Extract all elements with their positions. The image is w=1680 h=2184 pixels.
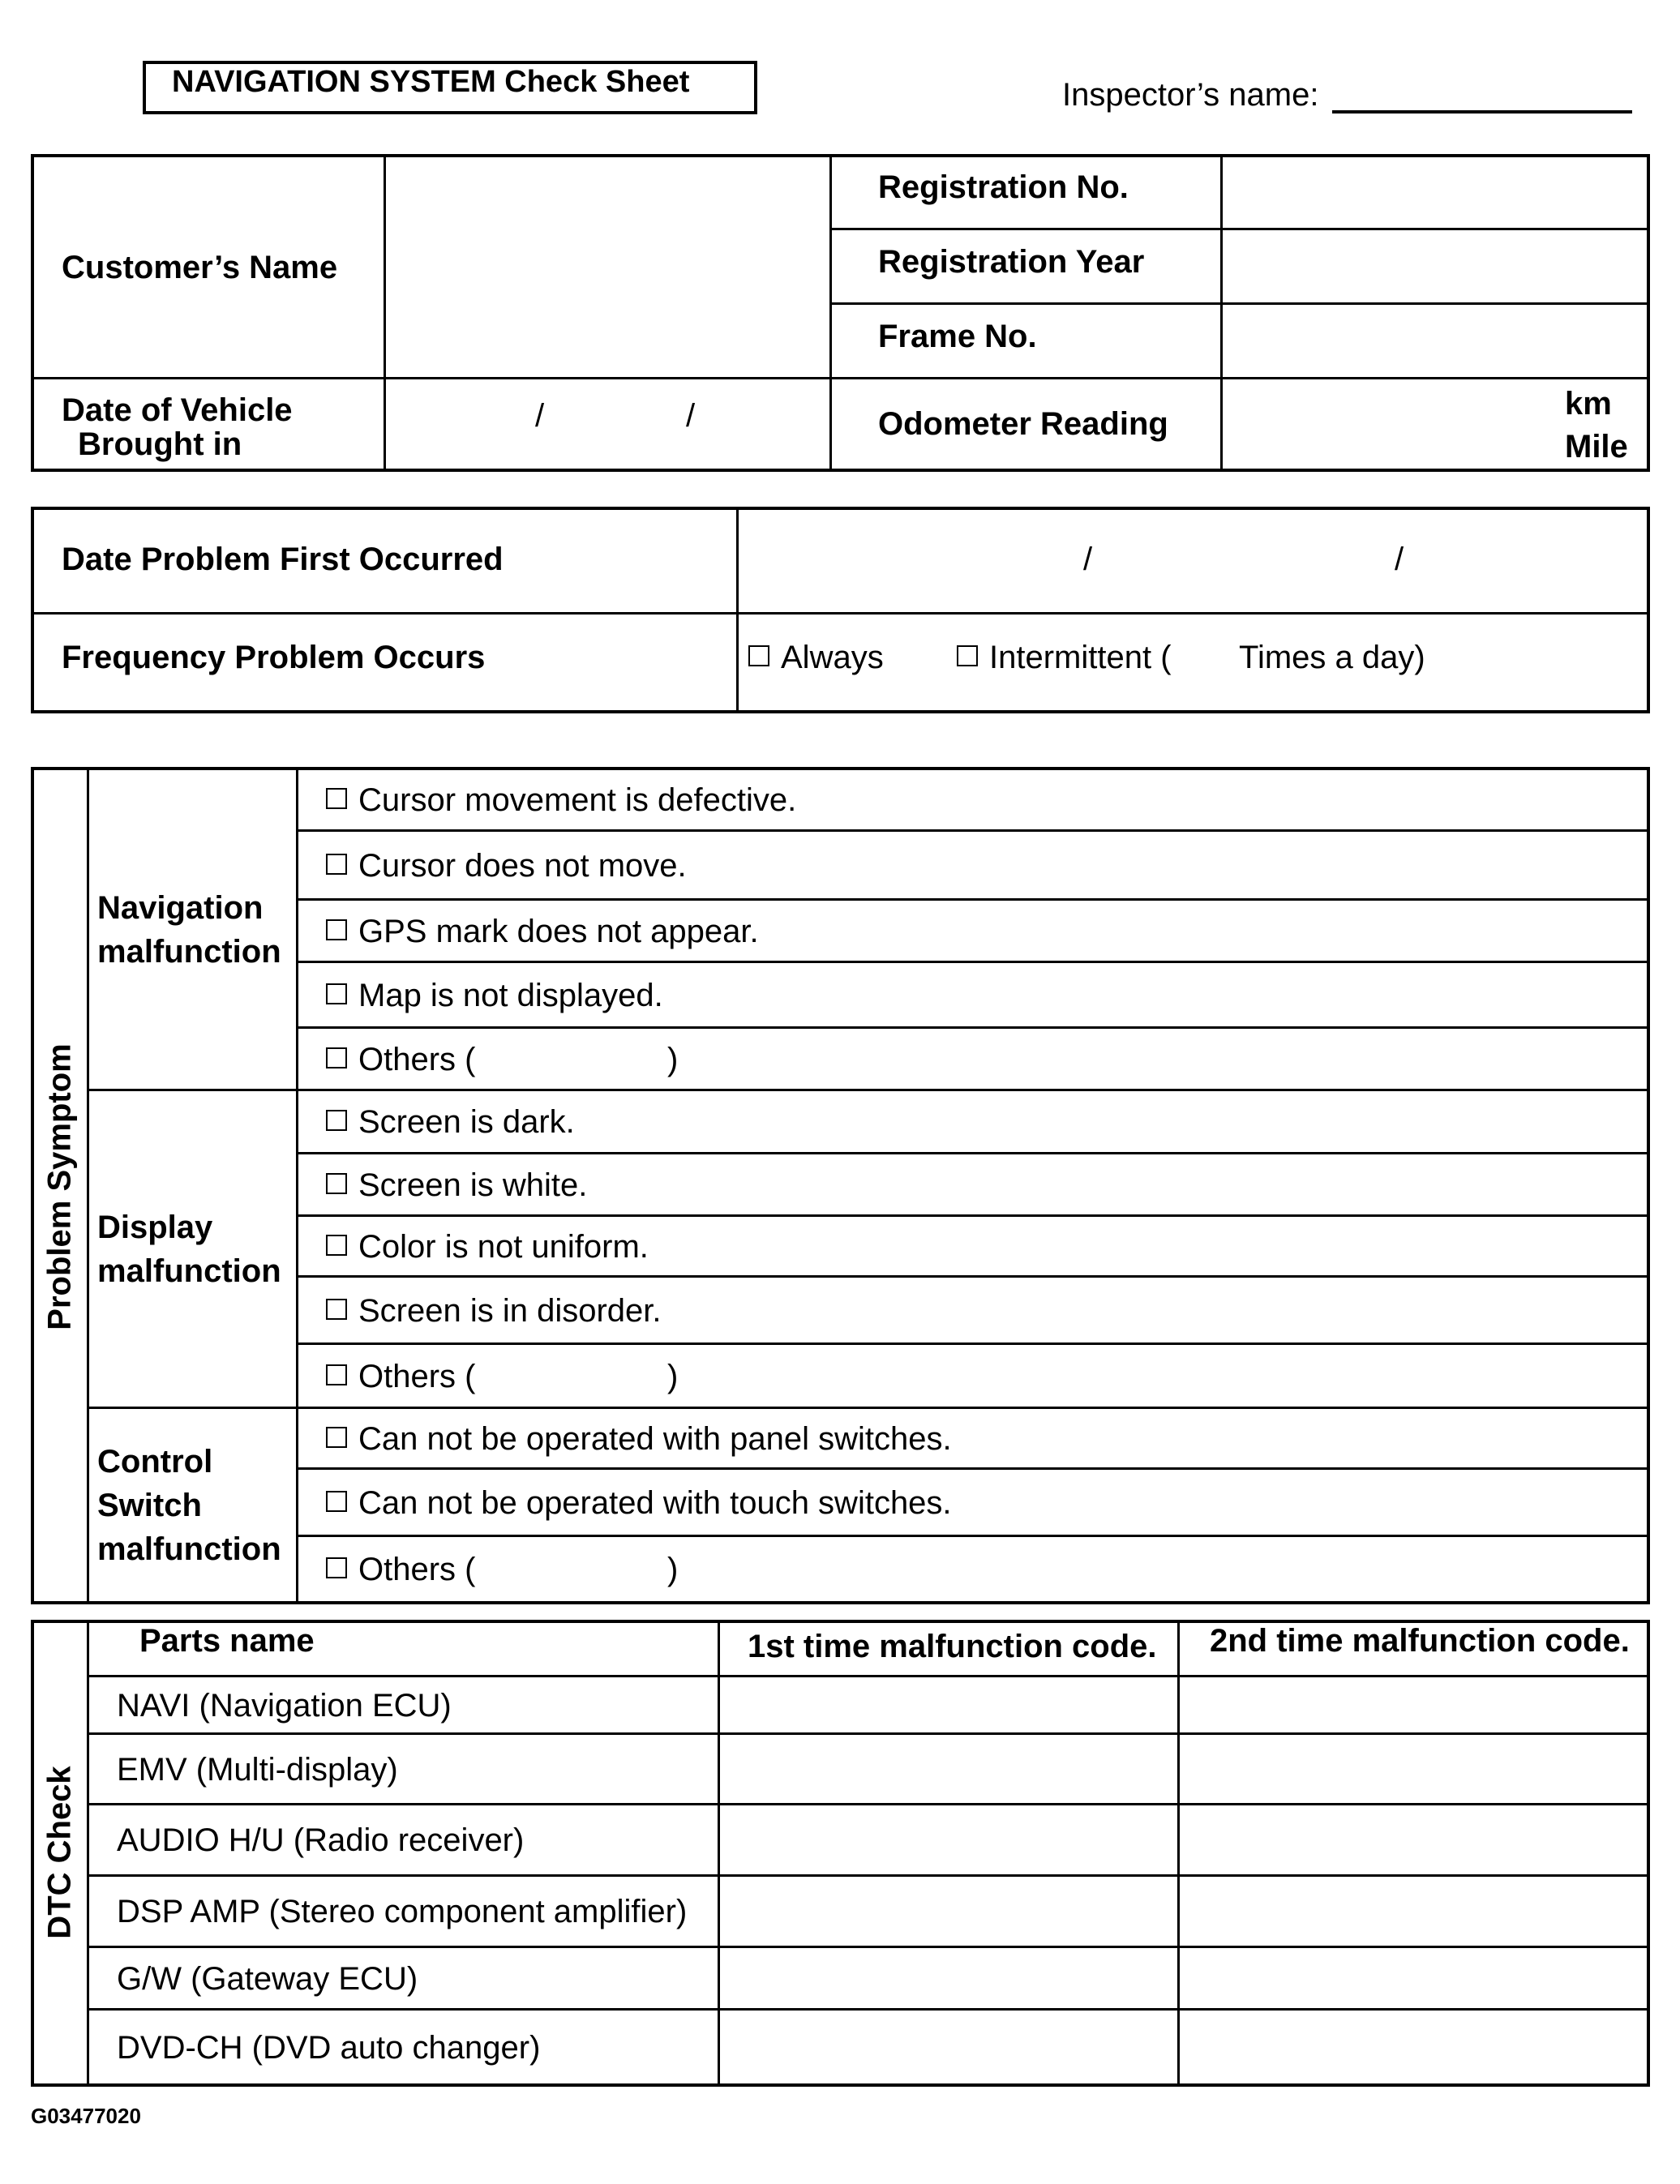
- symptom-item-label: Cursor does not move.: [358, 848, 687, 884]
- odometer-label: Odometer Reading: [878, 406, 1168, 442]
- date-first-occurred-field[interactable]: [740, 511, 1646, 610]
- checkbox-icon[interactable]: [326, 788, 347, 809]
- date-brought-in-label-line2: Brought in: [78, 426, 242, 462]
- symptom-item[interactable]: [326, 913, 759, 950]
- dtc-second-code-field[interactable]: [1181, 2011, 1647, 2083]
- checkbox-icon[interactable]: [326, 1427, 347, 1448]
- dtc-row-divider: [87, 1732, 1650, 1735]
- dtc-first-code-field[interactable]: [722, 1678, 1176, 1732]
- symptom-item[interactable]: [326, 1041, 475, 1078]
- dtc-second-code-field[interactable]: [1181, 1949, 1647, 2008]
- registration-no-field[interactable]: [1224, 157, 1646, 227]
- checkbox-icon[interactable]: [326, 854, 347, 875]
- checkbox-icon[interactable]: [748, 645, 769, 666]
- dtc-first-code-field[interactable]: [722, 1878, 1176, 1946]
- symptom-item[interactable]: [326, 782, 796, 819]
- dtc-col-first-code: 1st time malfunction code.: [748, 1629, 1157, 1664]
- checkbox-icon[interactable]: [326, 919, 347, 940]
- symptom-item-label: Can not be operated with touch switches.: [358, 1485, 952, 1521]
- others-close-paren: ): [667, 1042, 679, 1077]
- dtc-part-name: G/W (Gateway ECU): [117, 1961, 418, 1997]
- symptom-group-label-line: malfunction: [97, 1531, 281, 1567]
- dtc-second-code-field[interactable]: [1181, 1878, 1647, 1946]
- date-separator: /: [1395, 542, 1404, 577]
- symptom-item-label: Cursor movement is defective.: [358, 782, 797, 818]
- row-divider: [296, 1467, 1650, 1470]
- others-close-paren: ): [667, 1359, 679, 1394]
- checkbox-icon[interactable]: [326, 1491, 347, 1512]
- symptom-group-label: [97, 1440, 281, 1571]
- row-divider: [296, 1214, 1650, 1217]
- symptom-item-label: GPS mark does not appear.: [358, 914, 759, 949]
- others-close-paren: ): [667, 1552, 679, 1587]
- symptom-item[interactable]: [326, 1420, 952, 1458]
- registration-year-field[interactable]: [1224, 231, 1646, 301]
- dtc-check-section-label: DTC Check: [41, 1766, 78, 1939]
- symptom-item-label: Others (: [358, 1042, 476, 1077]
- symptom-item-label: Screen is dark.: [358, 1104, 575, 1140]
- dtc-part-name: EMV (Multi-display): [117, 1752, 398, 1788]
- frame-no-field[interactable]: [1224, 306, 1646, 375]
- always-option-label: Always: [781, 640, 884, 675]
- date-brought-in-label-line1: Date of Vehicle: [62, 392, 293, 428]
- row-divider: [296, 1026, 1650, 1029]
- frequency-label: Frequency Problem Occurs: [62, 640, 486, 675]
- odometer-unit-mile: Mile: [1565, 429, 1628, 465]
- dtc-first-code-field[interactable]: [722, 1806, 1176, 1874]
- symptom-group-label-line: Switch: [97, 1488, 202, 1523]
- symptom-item-label: Others (: [358, 1552, 476, 1587]
- date-brought-in-field[interactable]: [388, 381, 828, 469]
- symptom-item-label: Color is not uniform.: [358, 1229, 649, 1265]
- group-divider: [87, 1089, 1650, 1091]
- inspector-label: Inspector’s name:: [1062, 77, 1319, 113]
- intermittent-option[interactable]: [957, 639, 1172, 676]
- intermittent-option-label: Intermittent (: [989, 640, 1172, 675]
- dtc-row-divider: [87, 2008, 1650, 2011]
- symptom-group-label: [97, 1205, 281, 1293]
- dtc-row-divider: [87, 1675, 1650, 1677]
- dtc-first-code-field[interactable]: [722, 1949, 1176, 2008]
- dtc-second-code-field[interactable]: [1181, 1736, 1647, 1803]
- checkbox-icon[interactable]: [326, 1047, 347, 1068]
- symptom-item-label: Map is not displayed.: [358, 978, 663, 1013]
- date-first-occurred-label: Date Problem First Occurred: [62, 542, 504, 577]
- symptom-item[interactable]: [326, 1551, 475, 1588]
- symptom-item[interactable]: [326, 977, 663, 1014]
- checkbox-icon[interactable]: [326, 1299, 347, 1320]
- checkbox-icon[interactable]: [326, 1364, 347, 1385]
- symptom-group-label-line: malfunction: [97, 934, 281, 970]
- dtc-part-name: DSP AMP (Stereo component amplifier): [117, 1894, 688, 1929]
- dtc-second-code-field[interactable]: [1181, 1678, 1647, 1732]
- dtc-row-divider: [87, 1803, 1650, 1805]
- symptom-item[interactable]: [326, 1484, 952, 1522]
- dtc-col-parts-name: Parts name: [139, 1623, 315, 1659]
- symptom-item-label: Can not be operated with panel switches.: [358, 1421, 952, 1457]
- dtc-col-second-code: 2nd time malfunction code.: [1210, 1623, 1630, 1659]
- row-divider: [296, 1275, 1650, 1278]
- dtc-row-divider: [87, 1874, 1650, 1877]
- checkbox-icon[interactable]: [326, 1110, 347, 1131]
- dtc-row-divider: [87, 1946, 1650, 1948]
- inspector-name-field[interactable]: [1332, 110, 1632, 113]
- symptom-item[interactable]: [326, 1103, 575, 1141]
- checkbox-icon[interactable]: [326, 983, 347, 1004]
- symptom-group-label-line: malfunction: [97, 1253, 281, 1289]
- customer-name-label: Customer’s Name: [62, 250, 338, 285]
- registration-no-label: Registration No.: [878, 169, 1129, 205]
- checkbox-icon[interactable]: [326, 1173, 347, 1194]
- checkbox-icon[interactable]: [326, 1235, 347, 1256]
- dtc-first-code-field[interactable]: [722, 2011, 1176, 2083]
- symptom-item[interactable]: [326, 1228, 649, 1265]
- date-separator: /: [1083, 542, 1093, 577]
- checkbox-icon[interactable]: [957, 645, 978, 666]
- checkbox-icon[interactable]: [326, 1557, 347, 1578]
- odometer-unit-km: km: [1565, 386, 1612, 422]
- dtc-part-name: DVD-CH (DVD auto changer): [117, 2030, 541, 2066]
- date-separator: /: [535, 398, 545, 434]
- dtc-second-code-field[interactable]: [1181, 1806, 1647, 1874]
- row-divider: [296, 1343, 1650, 1345]
- date-brought-in-label: [62, 393, 293, 461]
- symptom-group-label-line: Control: [97, 1444, 213, 1480]
- always-option[interactable]: [748, 639, 884, 676]
- times-a-day-label: Times a day): [1239, 640, 1425, 675]
- dtc-part-name: AUDIO H/U (Radio receiver): [117, 1822, 525, 1858]
- symptom-item-label: Others (: [358, 1359, 476, 1394]
- symptom-item[interactable]: [326, 1292, 662, 1330]
- symptom-item[interactable]: [326, 1167, 587, 1204]
- frame-no-label: Frame No.: [878, 319, 1037, 354]
- row-divider: [296, 829, 1650, 832]
- symptom-group-label-line: Navigation: [97, 890, 264, 926]
- symptom-item[interactable]: [326, 847, 687, 884]
- row-divider: [296, 1152, 1650, 1154]
- date-separator: /: [686, 398, 696, 434]
- row-divider: [296, 961, 1650, 963]
- figure-id: G03477020: [31, 2104, 141, 2128]
- row-divider: [296, 1535, 1650, 1537]
- registration-year-label: Registration Year: [878, 244, 1145, 280]
- symptom-group-label-line: Display: [97, 1210, 213, 1245]
- symptom-group-label: [97, 886, 281, 974]
- symptom-item-label: Screen is white.: [358, 1167, 588, 1203]
- group-divider: [87, 1407, 1650, 1409]
- dtc-part-name: NAVI (Navigation ECU): [117, 1688, 452, 1724]
- customer-name-field[interactable]: [388, 157, 828, 376]
- symptom-item[interactable]: [326, 1358, 475, 1395]
- problem-symptom-section-label: Problem Symptom: [41, 1043, 78, 1330]
- symptom-item-label: Screen is in disorder.: [358, 1293, 662, 1329]
- dtc-first-code-field[interactable]: [722, 1736, 1176, 1803]
- page-title: NAVIGATION SYSTEM Check Sheet: [172, 65, 690, 99]
- row-divider: [296, 898, 1650, 901]
